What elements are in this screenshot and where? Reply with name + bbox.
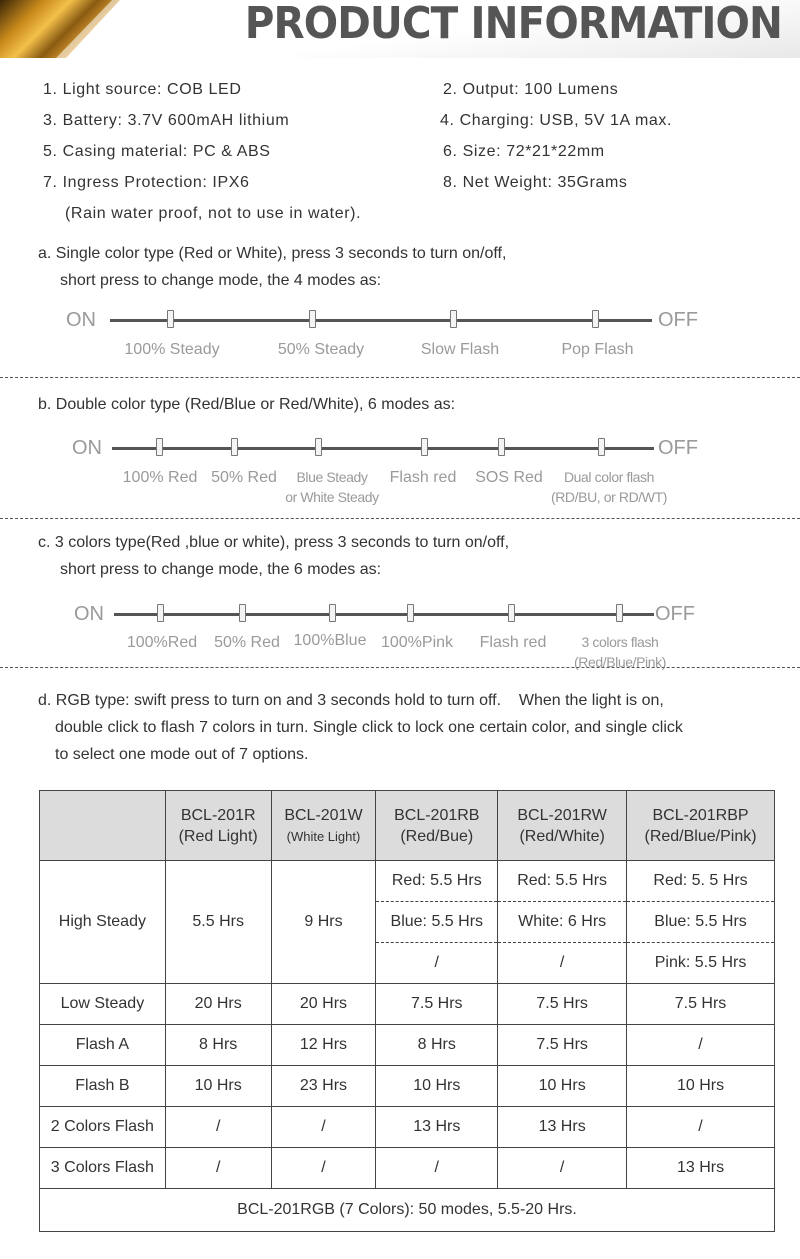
mode-label: 100%Red [126,634,198,651]
mode-label [562,632,678,672]
table-cell: 8 Hrs [165,1025,271,1066]
timeline-tick [329,604,336,622]
spec-item: 8. Net Weight: 35Grams [443,174,628,191]
table-row [40,1148,775,1189]
mode-label-line: (Red/Blue/Pink) [573,654,667,670]
section-a-line1: a. Single color type (Red or White), press 3 seconds to turn on/off, [38,245,507,262]
table-cell: 10 Hrs [165,1066,271,1107]
timeline-tick [157,604,164,622]
table-footer: BCL-201RGB (7 Colors): 50 modes, 5.5-20 Hrs. [40,1189,775,1232]
table-cell: Pink: 5.5 Hrs [627,943,775,984]
spec-item: 4. Charging: USB, 5V 1A max. [440,112,673,129]
section-divider [0,518,800,519]
timeline-line [114,613,654,616]
table-cell: 9 Hrs [271,861,376,984]
mode-label: Flash red [389,469,457,486]
section-d-text [38,687,683,768]
mode-label: SOS Red [475,469,543,486]
table-cell: / [165,1107,271,1148]
table-cell: 7.5 Hrs [376,984,498,1025]
row-label: High Steady [40,861,166,984]
table-cell: Blue: 5.5 Hrs [627,902,775,943]
mode-label: 50% Red [214,634,280,651]
section-d-line1: d. RGB type: swift press to turn on and 3 seconds hold to turn off. When the light is on, [38,692,664,709]
model-name: BCL-201RW [517,806,607,824]
row-label: Low Steady [40,984,166,1025]
table-corner-cell [40,791,166,861]
table-cell: Red: 5. 5 Hrs [627,861,775,902]
spec-item: 1. Light source: COB LED [43,81,242,98]
timeline-tick [592,310,599,328]
mode-label: 100% Steady [124,341,220,358]
timeline-off-label: OFF [658,437,698,459]
timeline-line [110,319,652,322]
spec-item: 7. Ingress Protection: IPX6 [43,174,250,191]
model-desc: (Red/White) [519,827,605,845]
table-cell: 5.5 Hrs [165,861,271,984]
table-cell: / [376,943,498,984]
table-cell: Red: 5.5 Hrs [498,861,627,902]
table-cell: Blue: 5.5 Hrs [376,902,498,943]
row-label: Flash B [40,1066,166,1107]
table-cell: / [165,1148,271,1189]
mode-label: Pop Flash [561,341,634,358]
timeline-tick [309,310,316,328]
spec-item: 3. Battery: 3.7V 600mAH lithium [43,112,290,129]
mode-label: 100% Red [122,469,198,486]
table-cell: 13 Hrs [627,1148,775,1189]
timeline-tick [421,438,428,456]
timeline-tick [498,438,505,456]
timeline-line [112,447,654,450]
table-cell: / [627,1025,775,1066]
mode-label-line: 3 colors flash [581,634,659,650]
section-c-text [38,529,509,583]
table-cell: Red: 5.5 Hrs [376,861,498,902]
runtime-table [39,790,775,1232]
table-row [40,1066,775,1107]
table-row [40,861,775,902]
section-divider [0,377,800,378]
table-cell: / [498,943,627,984]
table-cell: 10 Hrs [498,1066,627,1107]
table-cell: 23 Hrs [271,1066,376,1107]
section-c-line2: short press to change mode, the 6 modes as: [60,561,382,578]
mode-label-line: Dual color flash [563,469,655,485]
spec-item: 6. Size: 72*21*22mm [443,143,605,160]
table-footer-row [40,1189,775,1232]
table-header-cell [627,791,775,861]
row-label: Flash A [40,1025,166,1066]
mode-label-line: Blue Steady [296,469,368,485]
mode-label-line: or White Steady [285,489,379,505]
timeline-tick [231,438,238,456]
model-desc: (Red Light) [178,827,258,845]
mode-label: 50% Red [211,469,277,486]
table-cell: 7.5 Hrs [498,984,627,1025]
table-header-row [40,791,775,861]
mode-label: Slow Flash [420,341,500,358]
section-b-text [38,391,455,418]
row-label: 3 Colors Flash [40,1148,166,1189]
table-header-cell [376,791,498,861]
row-label: 2 Colors Flash [40,1107,166,1148]
table-cell: White: 6 Hrs [498,902,627,943]
timeline-off-label: OFF [658,309,698,331]
mode-label: Flash red [479,634,547,651]
table-cell: 8 Hrs [376,1025,498,1066]
table-row [40,984,775,1025]
mode-label: 100%Pink [380,634,454,651]
table-cell: / [498,1148,627,1189]
section-divider [0,667,800,668]
timeline-tick [450,310,457,328]
mode-label: 100%Blue [293,632,367,649]
table-row [40,1025,775,1066]
table-cell: / [376,1148,498,1189]
table-row [40,1107,775,1148]
table-cell: 20 Hrs [165,984,271,1025]
timeline-tick [156,438,163,456]
section-c-line1: c. 3 colors type(Red ,blue or white), press 3 seconds to turn on/off, [38,534,510,551]
table-cell: 13 Hrs [498,1107,627,1148]
table-cell: / [271,1107,376,1148]
table-cell: 12 Hrs [271,1025,376,1066]
timeline-on-label: ON [66,309,96,331]
table-header-cell [271,791,376,861]
timeline-tick [315,438,322,456]
mode-label: 50% Steady [277,341,365,358]
table-cell: / [271,1148,376,1189]
model-name: BCL-201RB [394,806,480,824]
mode-label-line: (RD/BU, or RD/WT) [550,489,668,505]
table-header-cell [165,791,271,861]
timeline-tick [167,310,174,328]
timeline-tick [239,604,246,622]
timeline-tick [508,604,515,622]
header-banner [0,0,800,60]
section-d-line2: double click to flash 7 colors in turn. Single click to lock one certain color, and single click [55,719,683,736]
timeline-off-label: OFF [655,603,695,625]
section-b-line1: b. Double color type (Red/Blue or Red/White), 6 modes as: [38,396,456,413]
timeline-tick [598,438,605,456]
section-d-line3: to select one mode out of 7 options. [55,746,309,763]
table-cell: 10 Hrs [627,1066,775,1107]
model-name: BCL-201RBP [652,806,749,824]
model-name: BCL-201R [180,806,256,824]
page-title: PRODUCT INFORMATION [244,0,782,49]
table-cell: 10 Hrs [376,1066,498,1107]
mode-label [276,467,388,507]
table-header-cell [498,791,627,861]
section-a-line2: short press to change mode, the 4 modes as: [60,272,382,289]
model-desc: (White Light) [286,828,361,844]
table-cell: 7.5 Hrs [627,984,775,1025]
table-cell: 7.5 Hrs [498,1025,627,1066]
table-cell: 20 Hrs [271,984,376,1025]
mode-label [546,467,672,507]
model-desc: (Red/Bue) [400,827,474,845]
spec-note: (Rain water proof, not to use in water). [65,205,362,222]
section-a-text [38,240,506,294]
spec-item: 2. Output: 100 Lumens [443,81,619,98]
model-desc: (Red/Blue/Pink) [644,827,757,845]
timeline-tick [616,604,623,622]
model-name: BCL-201W [284,806,363,824]
table-cell: / [627,1107,775,1148]
timeline-on-label: ON [74,603,104,625]
spec-item: 5. Casing material: PC & ABS [43,143,271,160]
table-cell: 13 Hrs [376,1107,498,1148]
timeline-tick [407,604,414,622]
timeline-on-label: ON [72,437,102,459]
